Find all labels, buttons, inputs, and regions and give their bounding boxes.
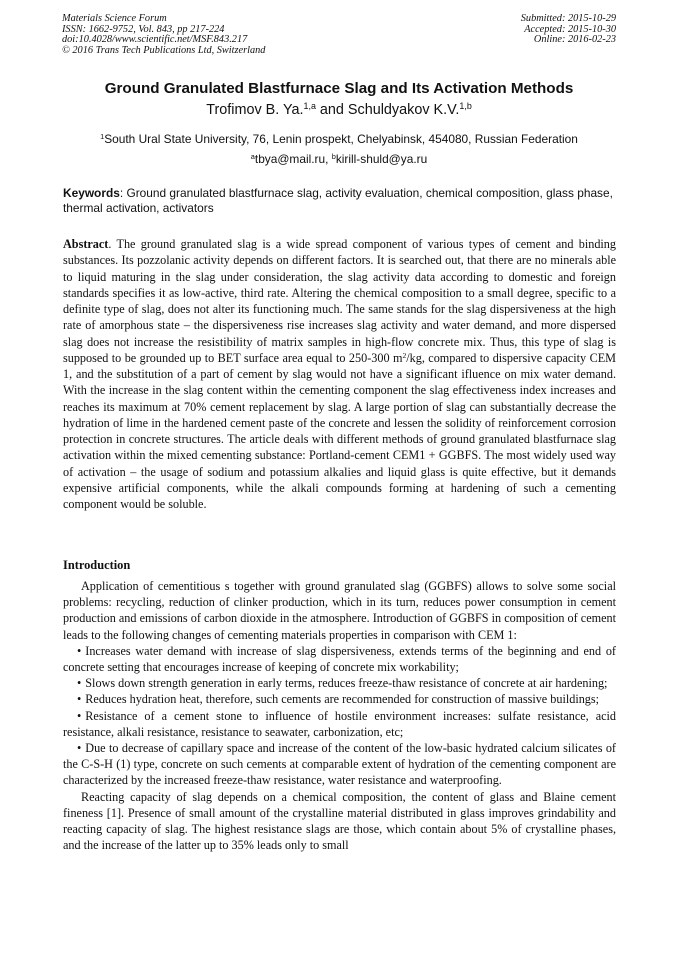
affiliation [40, 131, 638, 147]
list-item [63, 740, 616, 789]
email-a-sup: a [250, 151, 255, 161]
email-a: tbya@mail.ru [254, 152, 326, 166]
journal-name: Materials Science Forum [62, 13, 167, 24]
list-item-text: Reduces hydration heat, therefore, such cements are recommended for construction of massive buildings; [85, 692, 600, 707]
keywords-text: : Ground granulated blastfurnace slag, activity evaluation, chemical composition, glass phase, thermal activation, activators [63, 186, 613, 215]
list-item [63, 708, 616, 740]
authors-line [40, 100, 638, 120]
abstract [63, 236, 616, 512]
keywords-label: Keywords [63, 186, 120, 200]
author-2-sup: 1,b [459, 101, 472, 112]
author-1-sup: 1,a [303, 101, 316, 112]
authors-and: and [315, 102, 348, 118]
introduction-body [63, 578, 616, 853]
list-item [63, 691, 616, 707]
dates-info [521, 14, 616, 46]
accepted-date: Accepted: 2015-10-30 [524, 23, 616, 35]
list-item-text: Slows down strength generation in early terms, reduces freeze-thaw resistance of concrete at air hardening; [85, 676, 608, 691]
keywords [63, 186, 616, 215]
copyright-line: © 2016 Trans Tech Publications Ltd, Switzerland [62, 44, 266, 56]
section-heading-introduction: Introduction [63, 558, 131, 572]
list-item-text: Due to decrease of capillary space and increase of the content of the low-basic hydrated calcium silicates of the C-S-H (1) type, concrete on such cements at comparable extent of hydration of the cementing component are characterized by the increased freeze-thaw resistance, water resistance and waterproofing. [63, 741, 616, 788]
bullet-icon: • [77, 741, 82, 756]
affiliation-sup: 1 [100, 131, 105, 141]
intro-paragraph-2: Reacting capacity of slag depends on a chemical composition, the content of glass and Blaine cement fineness [1]. Presence of small amount of the crystalline material distributed in glass improves grindability and reacting capacity of slag. The highest resistance slags are those, which contain about 5% of crystalline phases, and the increase of the latter up to 35% leads only to small [63, 789, 616, 853]
bullet-icon: • [77, 676, 82, 691]
email-b: kirill-shuld@ya.ru [335, 152, 428, 166]
list-item-text: Increases water demand with increase of slag dispersiveness, extends terms of the beginning and end of concrete setting that encourages increase of keeping of concrete mix workability; [63, 643, 616, 675]
bullet-icon: • [77, 708, 82, 723]
intro-paragraph-1: Application of cementitious s together with ground granulated slag (GGBFS) allows to solve some social problems: recycling, reduction of clinker production, which in its turn, reduces power consumption in cement production and emissions of carbon dioxide in the atmosphere. Introduction of GGBFS in composition of cement leads to the following changes of cementing materials properties in comparison with CEM 1: [63, 579, 616, 642]
author-emails [40, 151, 638, 167]
bullet-icon: • [77, 692, 82, 707]
property-list [63, 643, 616, 789]
list-item-text: Resistance of a cement stone to influence of hostile environment increases: sulfate resistance, acid resistance, alkali resistance, resistance to seawater, carbonization, etc; [63, 708, 616, 739]
bullet-icon: • [77, 643, 82, 658]
author-1: Trofimov B. Ya. [206, 102, 304, 118]
online-date: Online: 2016-02-23 [533, 34, 616, 46]
author-2: Schuldyakov K.V. [347, 102, 460, 118]
email-b-sup: b [331, 151, 336, 161]
list-item [63, 643, 616, 675]
abstract-text-2: /kg, compared to dispersive capacity CEM 1, and the substitution of a part of cement by slag would not have a significant ifluence on mix water demand. With the increase in the slag content within the cementing component the slag effectiveness index increases and reaches its maximum at 70% cement replacement by slag. A large portion of slag can substantially decrease the hydration of lime in the hardened cement paste of the concrete and lessen the solidity of reinforcement corrosion protection in concrete structures. The article deals with different methods of ground granulated blastfurnace slag activation within the mixed cementing substance: Portland-cement CEM1 + GGBFS. The most widely used way of activation – the usage of sodium and potassium alkalies and liquid glass is quite effective, but it demands expensive artificial components, while the alkali compounds forming at hardening of such a cementing component would be soluble. [63, 350, 616, 511]
abstract-sup: 2 [402, 350, 407, 360]
doi-line: doi:10.4028/www.scientific.net/MSF.843.217 [62, 34, 248, 46]
abstract-text-1: . The ground granulated slag is a wide spread component of various types of cement and binding substances. Its pozzolanic activity depends on different factors. It is searched out, that there are no minerals able to liquid maturing in the slag under consideration, the slag activity data according to domestic and foreign standards specifies it as low-active, third rate. Altering the chemical composition to a small degree, specific to a definite type of slag, does not alter its functioning much. The same stands for the slag dispersiveness at the high rate of amorphous state – the dispersiveness rise increases slag activity and water demand, and more dispersed slag does not increase the resistibility of matrix samples in high-flow concrete mix. Thus, this type of slag is supposed to be grounded up to BET surface area equal to 250-300 m [63, 237, 616, 365]
affiliation-text: South Ural State University, 76, Lenin prospekt, Chelyabinsk, 454080, Russian Federation [104, 132, 578, 146]
journal-info [62, 14, 265, 56]
issn-line: ISSN: 1662-9752, Vol. 843, pp 217-224 [62, 23, 225, 35]
list-item [63, 675, 616, 691]
email-separator: , [325, 152, 332, 166]
submitted-date: Submitted: 2015-10-29 [520, 13, 616, 24]
paper-title: Ground Granulated Blastfurnace Slag and Its Activation Methods [104, 80, 574, 97]
abstract-label: Abstract [63, 237, 109, 251]
